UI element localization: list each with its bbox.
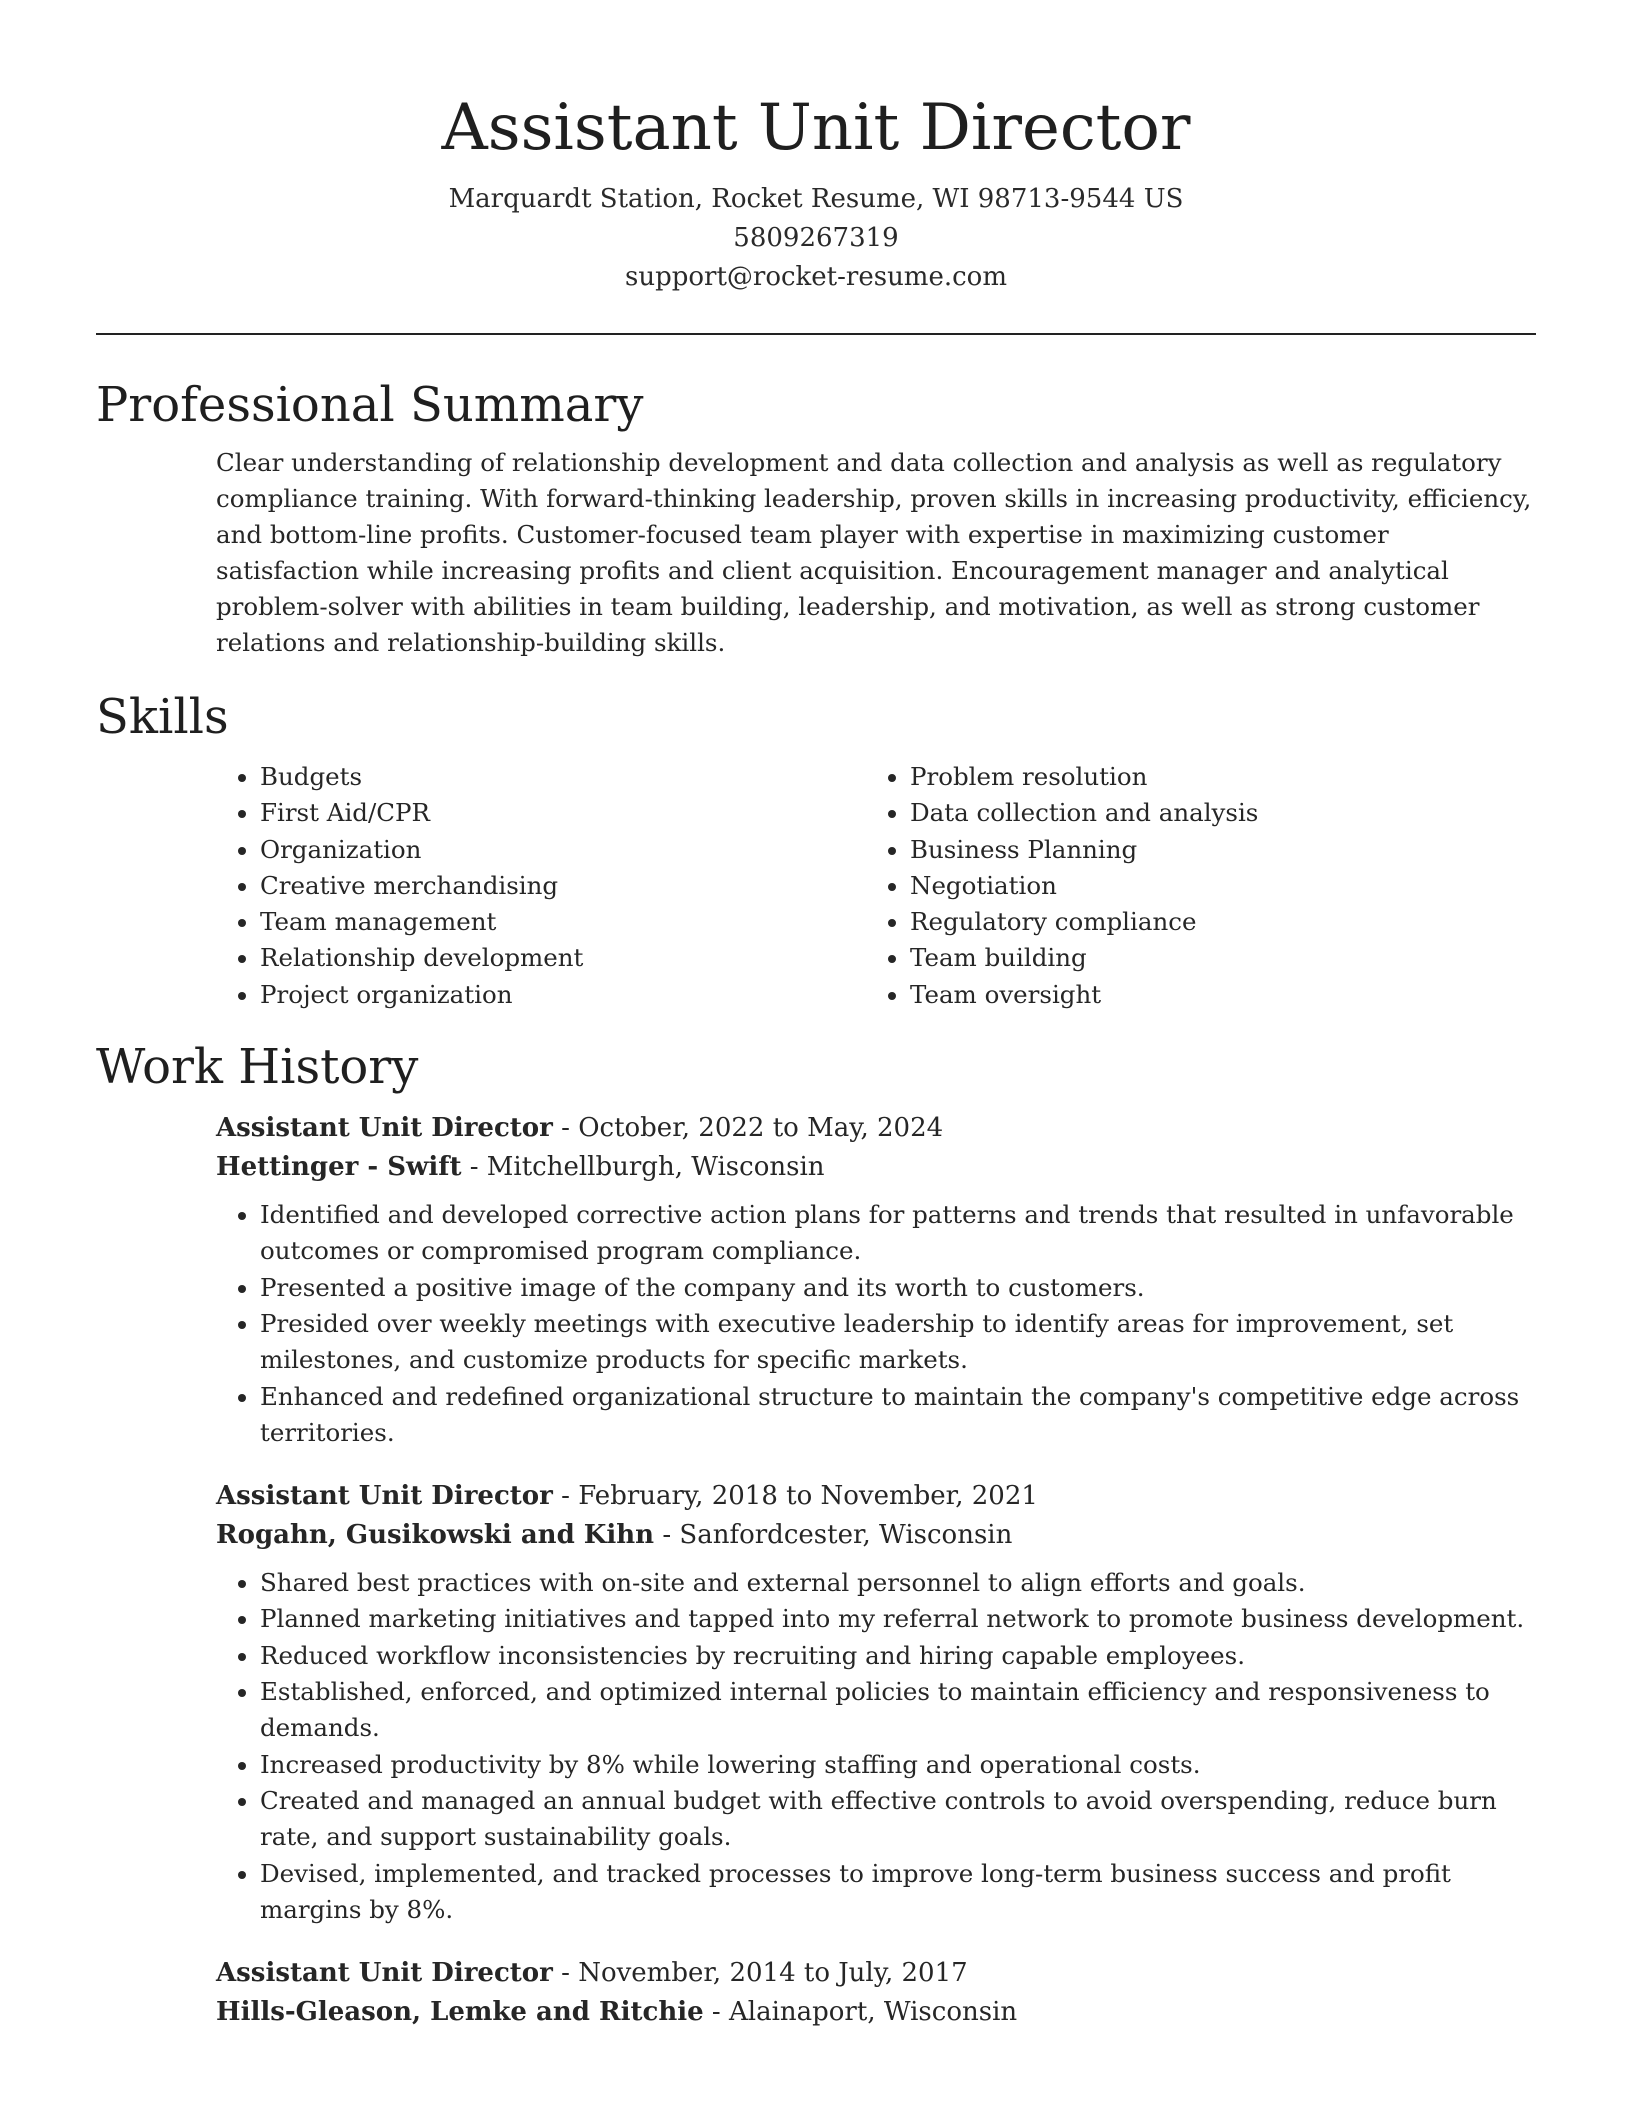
contact-info <box>96 180 1536 297</box>
skill-item: • First Aid/CPR <box>260 795 866 831</box>
job-title-line: Assistant Unit Director - November, 2014 to July, 2017 <box>216 1958 968 1989</box>
skill-item: • Organization <box>260 832 866 868</box>
job-bullet: • Presented a positive image of the company and its worth to customers. <box>260 1270 1536 1306</box>
summary-section <box>96 375 1536 661</box>
skill-item: • Budgets <box>260 759 866 795</box>
job-bullet: • Presided over weekly meetings with executive leadership to identify areas for improvement, set milestones, and customize products for specific markets. <box>260 1306 1536 1379</box>
skills-heading: Skills <box>96 689 229 745</box>
job-company-line: Hills-Gleason, Lemke and Ritchie - Alainaport, Wisconsin <box>216 1997 1018 2028</box>
job-role: Assistant Unit Director <box>216 1481 553 1512</box>
contact-phone: 5809267319 <box>733 223 899 253</box>
skill-item: • Problem resolution <box>910 759 1516 795</box>
candidate-name: Assistant Unit Director <box>441 91 1191 165</box>
job-role: Assistant Unit Director <box>216 1958 553 1989</box>
skill-item: • Team building <box>910 940 1516 976</box>
job-dates: October, 2022 to May, 2024 <box>578 1113 944 1144</box>
skill-item: • Team management <box>260 904 866 940</box>
job-role: Assistant Unit Director <box>216 1113 553 1144</box>
job-bullet: • Devised, implemented, and tracked processes to improve long-term business success and profit margins by 8%. <box>260 1856 1536 1929</box>
header-divider <box>96 333 1536 335</box>
skill-item: • Team oversight <box>910 977 1516 1013</box>
job-company: Hettinger - Swift <box>216 1152 462 1183</box>
job-entry <box>216 1477 1536 1928</box>
job-location: Sanfordcester, Wisconsin <box>679 1520 1013 1551</box>
job-company: Hills-Gleason, Lemke and Ritchie <box>216 1997 704 2028</box>
skill-item: • Business Planning <box>910 832 1516 868</box>
job-bullet: • Identified and developed corrective action plans for patterns and trends that resulted in unfavorable outcomes or compromised program compliance. <box>260 1197 1536 1270</box>
skills-section <box>96 687 1536 1013</box>
job-bullets <box>216 1197 1536 1451</box>
resume-header <box>96 0 1536 297</box>
job-bullet: • Established, enforced, and optimized internal policies to maintain efficiency and responsiveness to demands. <box>260 1674 1536 1747</box>
resume-page <box>96 0 1536 2032</box>
job-title-line: Assistant Unit Director - October, 2022 to May, 2024 <box>216 1113 944 1144</box>
contact-address: Marquardt Station, Rocket Resume, WI 98713-9544 US <box>448 184 1184 214</box>
job-company: Rogahn, Gusikowski and Kihn <box>216 1520 655 1551</box>
job-bullet: • Enhanced and redefined organizational structure to maintain the company's competitive edge across territories. <box>260 1379 1536 1452</box>
job-bullet: • Planned marketing initiatives and tapped into my referral network to promote business development. <box>260 1601 1536 1637</box>
skills-column-right <box>866 759 1516 1013</box>
job-company-line: Rogahn, Gusikowski and Kihn - Sanfordcester, Wisconsin <box>216 1520 1013 1551</box>
job-location: Alainaport, Wisconsin <box>728 1997 1018 2028</box>
skill-item: • Regulatory compliance <box>910 904 1516 940</box>
job-company-line: Hettinger - Swift - Mitchellburgh, Wisconsin <box>216 1152 825 1183</box>
job-entry <box>216 1954 1536 2032</box>
skill-item: • Relationship development <box>260 940 866 976</box>
job-title-line: Assistant Unit Director - February, 2018 to November, 2021 <box>216 1481 1038 1512</box>
job-bullet: • Reduced workflow inconsistencies by recruiting and hiring capable employees. <box>260 1638 1536 1674</box>
work-history-heading: Work History <box>96 1039 419 1096</box>
job-bullets <box>216 1565 1536 1928</box>
skill-item: • Project organization <box>260 977 866 1013</box>
job-dates: November, 2014 to July, 2017 <box>578 1958 968 1989</box>
job-bullet: • Created and managed an annual budget with effective controls to avoid overspending, reduce burn rate, and support sustainability goals. <box>260 1783 1536 1856</box>
work-history-section <box>96 1037 1536 2032</box>
job-bullet: • Increased productivity by 8% while lowering staffing and operational costs. <box>260 1747 1536 1783</box>
skill-item: • Creative merchandising <box>260 868 866 904</box>
summary-text: Clear understanding of relationship development and data collection and analysis as well as regulatory compliance training. With forward-thinking leadership, proven skills in increasing productivity, efficiency, and bottom-line profits. Customer-focused team player with expertise in maximizing customer satisfaction while increasing profits and client acquisition. Encouragement manager and analytical problem-solver with abilities in team building, leadership, and motivation, as well as strong customer relations and relationship-building skills. <box>216 448 1532 657</box>
job-location: Mitchellburgh, Wisconsin <box>486 1152 825 1183</box>
job-bullet: • Shared best practices with on-site and external personnel to align efforts and goals. <box>260 1565 1536 1601</box>
skill-item: • Data collection and analysis <box>910 795 1516 831</box>
skill-item: • Negotiation <box>910 868 1516 904</box>
job-dates: February, 2018 to November, 2021 <box>578 1481 1038 1512</box>
job-entry <box>216 1109 1536 1451</box>
skills-column-left <box>216 759 866 1013</box>
skills-grid <box>216 759 1536 1013</box>
contact-email: support@rocket-resume.com <box>624 262 1007 292</box>
summary-heading: Professional Summary <box>96 377 644 433</box>
